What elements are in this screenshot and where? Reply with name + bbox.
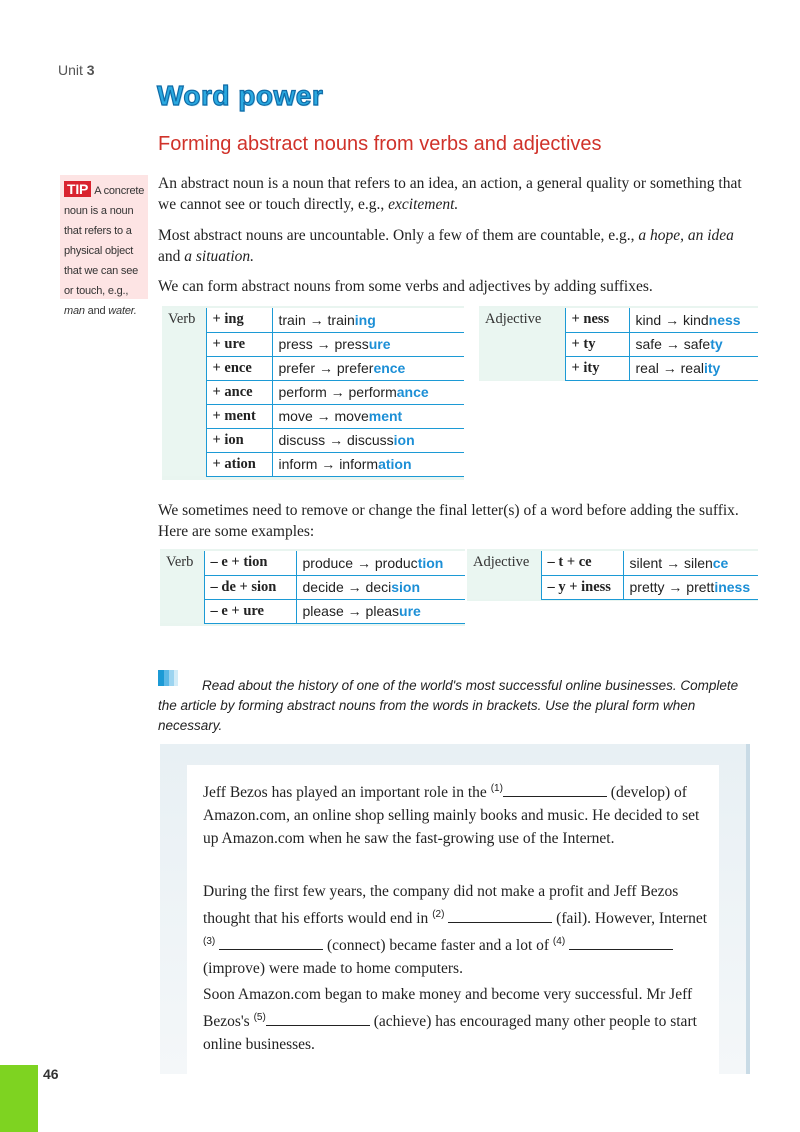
suffix-ending: ce xyxy=(712,554,729,571)
base-word: safe xyxy=(635,336,666,352)
example-cell xyxy=(296,551,465,575)
arrow-icon: → xyxy=(668,579,687,595)
example-cell xyxy=(629,332,758,356)
arrow-icon: → xyxy=(316,408,335,424)
word-stem: real xyxy=(680,360,704,376)
suffix-cell: – y + iness xyxy=(541,575,623,599)
exercise-instructions: Read about the history of one of the world's most successful online businesses. Complete the article by forming abstract nouns from the words in brackets. Use the plural form when necessary. xyxy=(158,678,739,733)
example-cell xyxy=(272,308,464,332)
suffix-ending: ity xyxy=(703,360,721,376)
word-stem: prett xyxy=(686,579,715,595)
suffix-row xyxy=(479,308,758,332)
arrow-icon: → xyxy=(662,360,681,376)
suffix-ending: ence xyxy=(373,360,406,376)
example-cell xyxy=(272,404,464,428)
suffix-cell: – t + ce xyxy=(541,551,623,575)
suffix-row xyxy=(160,575,465,599)
suffix-row xyxy=(162,332,464,356)
arrow-icon: → xyxy=(329,432,347,448)
adjective-label: Adjective xyxy=(479,308,565,380)
arrow-icon: → xyxy=(321,456,340,472)
arrow-icon: → xyxy=(666,554,684,571)
intro-paragraph-2: Most abstract nouns are uncountable. Only a few of them are countable, e.g., a hope, an idea and a situation. xyxy=(158,227,734,265)
suffix-ending: ion xyxy=(393,432,415,448)
base-word: decide xyxy=(302,579,348,595)
word-stem: deci xyxy=(365,579,392,595)
suffix-ending: ness xyxy=(708,311,741,328)
example-cell xyxy=(272,380,464,404)
suffix-row xyxy=(467,551,758,575)
page-number: 46 xyxy=(43,1066,59,1082)
base-word: move xyxy=(278,408,317,424)
base-word: kind xyxy=(635,311,666,328)
suffix-ending: ure xyxy=(399,603,421,619)
blank-4[interactable] xyxy=(569,936,673,950)
suffix-row xyxy=(160,599,465,623)
word-stem: safe xyxy=(683,336,711,352)
verb-suffix-table xyxy=(162,308,464,477)
adjective-change-table xyxy=(467,551,758,600)
arrow-icon: → xyxy=(665,336,684,352)
suffix-row xyxy=(162,428,464,452)
suffix-row xyxy=(162,356,464,380)
base-word: silent xyxy=(629,554,667,571)
suffix-ending: ure xyxy=(368,336,391,352)
arrow-icon: → xyxy=(316,336,335,352)
example-cell xyxy=(272,356,464,380)
verb-label: Verb xyxy=(162,308,206,476)
word-stem: train xyxy=(327,311,355,328)
arrow-icon: → xyxy=(356,554,375,571)
example-cell xyxy=(296,575,465,599)
arrow-icon: → xyxy=(330,384,349,400)
adjective-suffix-table xyxy=(479,308,758,381)
word-stem: produc xyxy=(374,554,418,571)
base-word: please xyxy=(302,603,348,619)
suffix-cell: – e + ure xyxy=(204,599,296,623)
suffix-cell: + ation xyxy=(206,452,272,476)
adjective-label: Adjective xyxy=(467,551,541,599)
suffix-ending: tion xyxy=(417,554,444,571)
arrow-icon: → xyxy=(347,603,366,619)
page-title: Word power xyxy=(157,80,324,111)
suffix-ending: iness xyxy=(714,579,751,595)
suffix-ending: sion xyxy=(391,579,421,595)
example-cell xyxy=(629,356,758,380)
suffix-row xyxy=(162,404,464,428)
suffix-row xyxy=(160,551,465,575)
example-cell xyxy=(296,599,465,623)
example-cell xyxy=(629,308,758,332)
blank-5[interactable] xyxy=(266,1012,370,1026)
suffix-cell: + ion xyxy=(206,428,272,452)
article-paragraph-1: Jeff Bezos has played an important role in the $^{(1)}$ (develop) of Amazon.com, an online shop selling mainly books and music. He decided to set up Amazon.com when he saw the fast-growing use of the Internet. xyxy=(203,783,700,848)
base-word: press xyxy=(278,336,317,352)
suffix-cell: – e + tion xyxy=(204,551,296,575)
suffix-ending: ation xyxy=(378,456,412,472)
example-cell xyxy=(623,575,758,599)
suffix-ending: ance xyxy=(396,384,429,400)
base-word: real xyxy=(635,360,663,376)
base-word: train xyxy=(278,311,310,328)
suffix-ending: ty xyxy=(710,336,723,352)
example-cell xyxy=(272,332,464,356)
blank-1[interactable] xyxy=(503,783,607,797)
suffix-ending: ing xyxy=(354,311,376,328)
suffix-ending: ment xyxy=(368,408,403,424)
arrow-icon: → xyxy=(318,360,337,376)
suffix-row xyxy=(162,452,464,476)
article-paragraph-3: Soon Amazon.com began to make money and become very successful. Mr Jeff Bezos's $^{(5)}$ (achieve) has encouraged many other people to start online businesses. xyxy=(203,986,697,1054)
word-stem: pleas xyxy=(365,603,400,619)
suffix-cell: + ness xyxy=(565,308,629,332)
word-stem: move xyxy=(334,408,369,424)
example-cell xyxy=(623,551,758,575)
section-subtitle: Forming abstract nouns from verbs and adjectives xyxy=(158,133,602,155)
arrow-icon: → xyxy=(665,311,683,328)
suffix-cell: + ence xyxy=(206,356,272,380)
suffix-cell: + ity xyxy=(565,356,629,380)
tip-badge: TIP xyxy=(64,181,91,197)
word-stem: press xyxy=(334,336,369,352)
word-stem: prefer xyxy=(336,360,374,376)
base-word: inform xyxy=(278,456,322,472)
page-corner-tab xyxy=(0,1065,38,1132)
word-stem: discuss xyxy=(346,432,394,448)
base-word: discuss xyxy=(278,432,330,448)
base-word: pretty xyxy=(629,579,669,595)
intro-paragraph-3: We can form abstract nouns from some verbs and adjectives by adding suffixes. xyxy=(158,278,653,295)
suffix-cell: – de + sion xyxy=(204,575,296,599)
base-word: produce xyxy=(302,554,357,571)
example-cell xyxy=(272,452,464,476)
suffix-cell: + ance xyxy=(206,380,272,404)
word-stem: kind xyxy=(682,311,709,328)
tip-box: TIP A concrete noun is a noun that refers to a physical object that we can see or touch, e.g., man and water. xyxy=(60,175,148,299)
word-stem: perform xyxy=(348,384,397,400)
arrow-icon: → xyxy=(347,579,366,595)
article-paragraph-2: During the first few years, the company did not make a profit and Jeff Bezos thought that his efforts would end in $^{(2)}$ (fail). However, Internet $^{(3)}$ (connect) became faster and a lot of $^{(4)}$ (improve) were made to home computers. xyxy=(203,883,708,978)
suffix-cell: + ure xyxy=(206,332,272,356)
suffix-cell: + ment xyxy=(206,404,272,428)
arrow-icon: → xyxy=(309,311,328,328)
verb-label: Verb xyxy=(160,551,204,623)
base-word: prefer xyxy=(278,360,319,376)
middle-paragraph: We sometimes need to remove or change the final letter(s) of a word before adding the suffix. Here are some examples: xyxy=(158,502,739,540)
word-stem: inform xyxy=(339,456,379,472)
suffix-cell: + ty xyxy=(565,332,629,356)
suffix-cell: + ing xyxy=(206,308,272,332)
blank-3[interactable] xyxy=(219,936,323,950)
verb-change-table xyxy=(160,551,465,624)
suffix-row xyxy=(162,380,464,404)
intro-paragraph-1: An abstract noun is a noun that refers to an idea, an action, a general quality or something that we cannot see or touch directly, e.g., excitement. xyxy=(158,175,742,213)
base-word: perform xyxy=(278,384,331,400)
example-cell xyxy=(272,428,464,452)
blank-2[interactable] xyxy=(448,909,552,923)
word-stem: silen xyxy=(683,554,713,571)
suffix-row xyxy=(162,308,464,332)
unit-label: Unit 3 xyxy=(58,62,95,78)
